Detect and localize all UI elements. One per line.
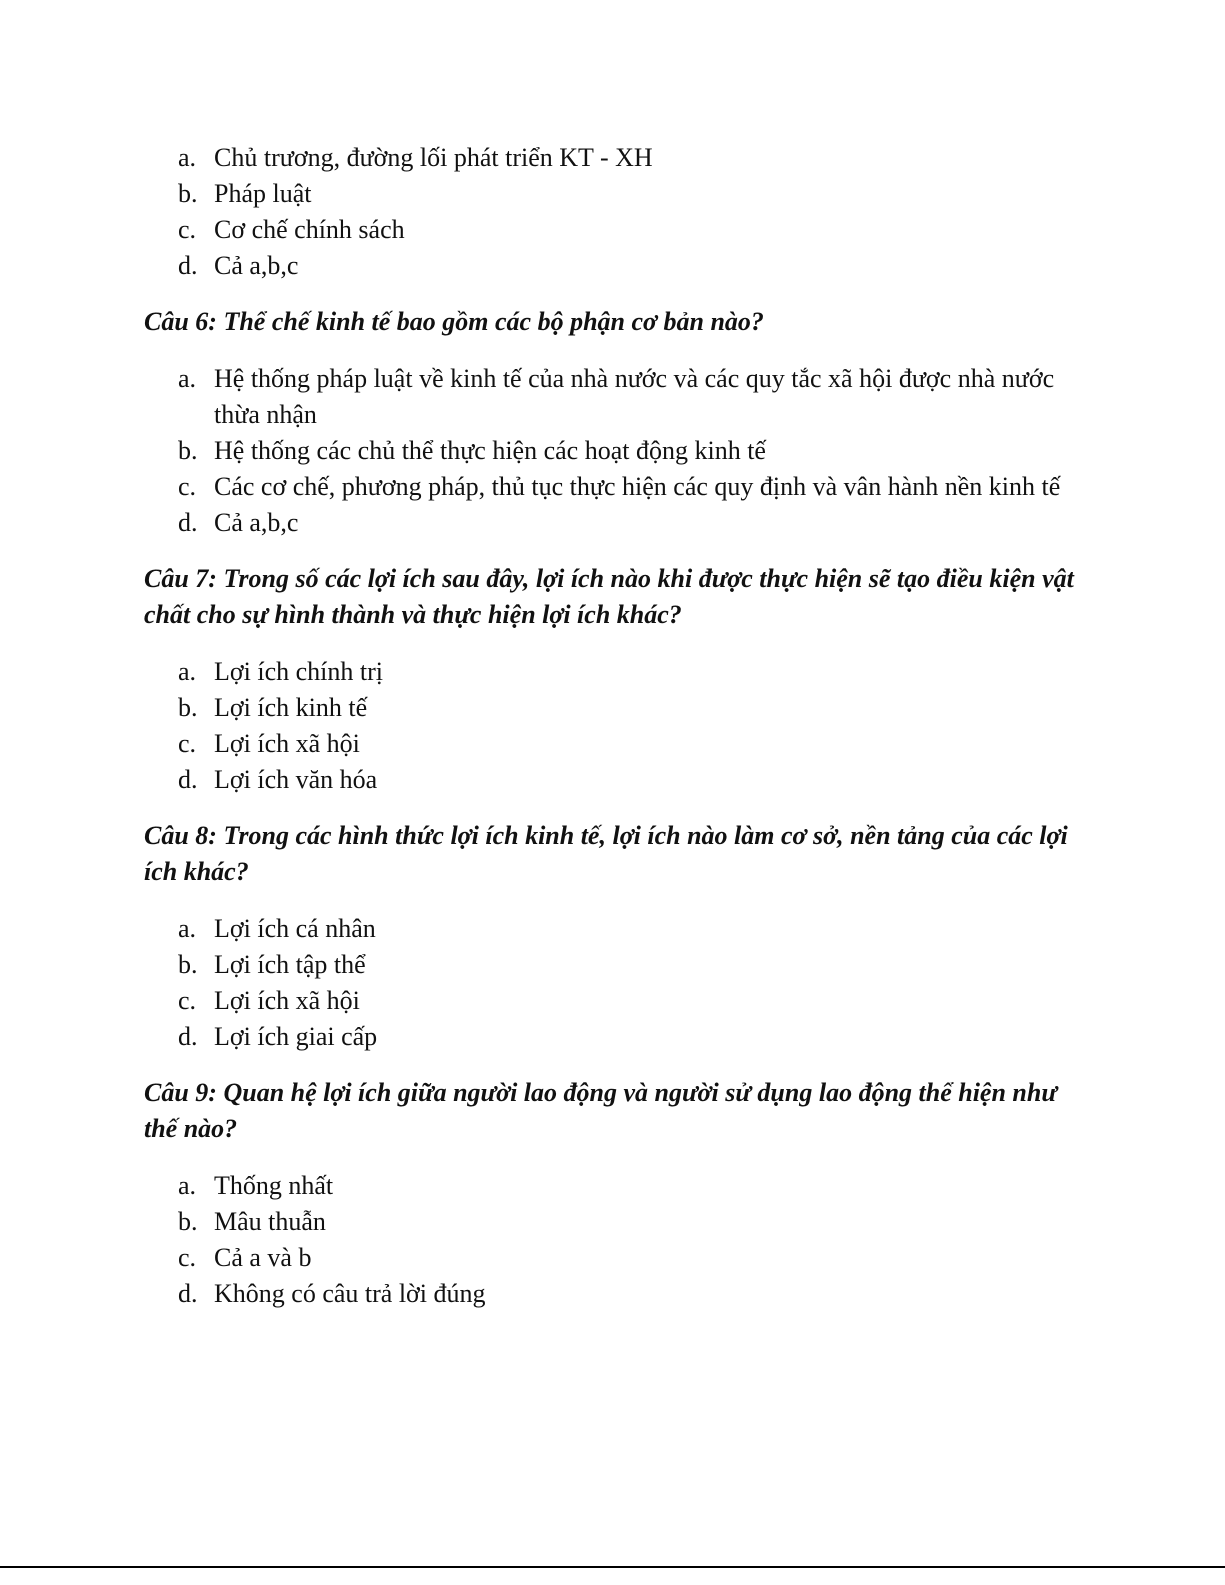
option-item	[178, 726, 1074, 762]
option-letter: a.	[178, 1171, 197, 1200]
question-7: Câu 7: Trong số các lợi ích sau đây, lợi ích nào khi được thực hiện sẽ tạo điều kiện vật chất cho sự hình thành và thực hiện lợi ích khác?	[144, 564, 1074, 629]
option-text: Cả a và b	[214, 1243, 312, 1272]
option-item	[178, 469, 1074, 505]
option-item	[178, 433, 1074, 469]
option-list	[144, 654, 1074, 798]
option-text: Lợi ích giai cấp	[214, 1022, 378, 1051]
question-8: Câu 8: Trong các hình thức lợi ích kinh tế, lợi ích nào làm cơ sở, nền tảng của các lợi ích khác?	[144, 821, 1068, 886]
option-item	[178, 762, 1074, 798]
option-letter: c.	[178, 986, 197, 1015]
option-item	[178, 690, 1074, 726]
option-text: Hệ thống pháp luật về kinh tế của nhà nước và các quy tắc xã hội được nhà nước thừa nhận	[214, 364, 1055, 429]
option-text: Mâu thuẫn	[214, 1207, 326, 1236]
option-text: Thống nhất	[214, 1171, 334, 1200]
option-list	[144, 911, 1074, 1055]
option-text: Chủ trương, đường lối phát triển KT - XH	[214, 143, 653, 172]
option-text: Lợi ích chính trị	[214, 657, 383, 686]
question-6: Câu 6: Thể chế kinh tế bao gồm các bộ phận cơ bản nào?	[144, 307, 764, 336]
option-item	[178, 176, 1074, 212]
option-letter: d.	[178, 508, 198, 537]
option-item	[178, 1240, 1074, 1276]
option-item	[178, 947, 1074, 983]
option-item	[178, 1204, 1074, 1240]
option-text: Lợi ích cá nhân	[214, 914, 376, 943]
option-letter: c.	[178, 1243, 197, 1272]
option-text: Lợi ích xã hội	[214, 729, 360, 758]
option-letter: a.	[178, 364, 197, 393]
option-letter: d.	[178, 251, 198, 280]
option-letter: b.	[178, 179, 198, 208]
option-text: Cả a,b,c	[214, 251, 299, 280]
option-item	[178, 361, 1074, 433]
option-letter: d.	[178, 1279, 198, 1308]
option-item	[178, 654, 1074, 690]
option-letter: b.	[178, 1207, 198, 1236]
option-list	[144, 1168, 1074, 1312]
option-item	[178, 1019, 1074, 1055]
page-bottom-border	[0, 1566, 1225, 1568]
option-letter: c.	[178, 215, 197, 244]
option-item	[178, 983, 1074, 1019]
document-content	[144, 140, 1074, 1312]
option-letter: d.	[178, 765, 198, 794]
option-item	[178, 140, 1074, 176]
option-text: Lợi ích kinh tế	[214, 693, 368, 722]
option-item	[178, 505, 1074, 541]
option-list	[144, 361, 1074, 541]
option-letter: b.	[178, 436, 198, 465]
option-text: Pháp luật	[214, 179, 312, 208]
option-letter: c.	[178, 472, 197, 501]
option-text: Các cơ chế, phương pháp, thủ tục thực hiện các quy định và vân hành nền kinh tế	[214, 472, 1061, 501]
option-letter: a.	[178, 143, 197, 172]
option-letter: a.	[178, 657, 197, 686]
option-item	[178, 911, 1074, 947]
option-item	[178, 212, 1074, 248]
option-text: Hệ thống các chủ thể thực hiện các hoạt động kinh tế	[214, 436, 766, 465]
option-letter: a.	[178, 914, 197, 943]
option-text: Lợi ích văn hóa	[214, 765, 378, 794]
option-item	[178, 1168, 1074, 1204]
option-text: Lợi ích tập thể	[214, 950, 366, 979]
option-letter: b.	[178, 950, 198, 979]
option-text: Cả a,b,c	[214, 508, 299, 537]
option-item	[178, 1276, 1074, 1312]
option-text: Cơ chế chính sách	[214, 215, 405, 244]
option-text: Không có câu trả lời đúng	[214, 1279, 486, 1308]
option-letter: d.	[178, 1022, 198, 1051]
option-letter: c.	[178, 729, 197, 758]
question-9: Câu 9: Quan hệ lợi ích giữa người lao động và người sử dụng lao động thể hiện như thế nào?	[144, 1078, 1057, 1143]
option-text: Lợi ích xã hội	[214, 986, 360, 1015]
option-item	[178, 248, 1074, 284]
option-list	[144, 140, 1074, 284]
option-letter: b.	[178, 693, 198, 722]
